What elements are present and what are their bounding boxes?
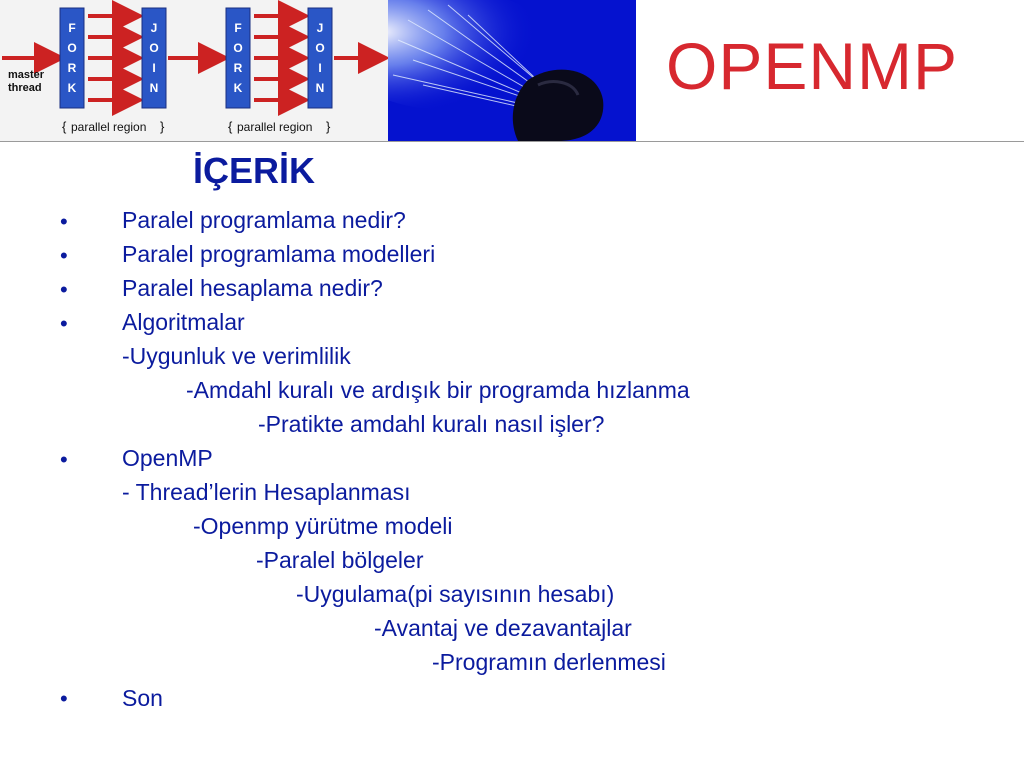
bullet-icon: • bbox=[60, 277, 68, 302]
openmp-logo-panel bbox=[636, 0, 1024, 141]
page-title: İÇERİK bbox=[193, 150, 316, 191]
fiber-optic-hand-image bbox=[388, 0, 636, 141]
list-item: Paralel programlama nedir? bbox=[122, 207, 406, 233]
fork2-letter-0: F bbox=[234, 21, 242, 35]
join1-letter-1: O bbox=[149, 41, 159, 55]
join2-letter-2: I bbox=[318, 61, 322, 75]
fork1-letter-3: K bbox=[67, 81, 77, 95]
join2-letter-0: J bbox=[316, 21, 324, 35]
fork2-letter-3: K bbox=[233, 81, 243, 95]
list-item: Paralel hesaplama nedir? bbox=[122, 275, 383, 301]
join1-letter-2: I bbox=[152, 61, 156, 75]
region-brace-close: } bbox=[326, 119, 331, 134]
sub-item: -Uygulama(pi sayısının hesabı) bbox=[296, 581, 615, 607]
parallel-region-label-1: parallel region bbox=[71, 120, 147, 134]
sub-item: -Amdahl kuralı ve ardışık bir programda hızlanma bbox=[186, 377, 690, 403]
bullet-icon: • bbox=[60, 447, 68, 472]
list-item: Son bbox=[122, 685, 163, 711]
region-brace-open: { bbox=[228, 119, 233, 134]
join2-letter-3: N bbox=[315, 81, 325, 95]
fiber-optic-illustration bbox=[388, 0, 636, 141]
list-item: Paralel programlama modelleri bbox=[122, 241, 436, 267]
bullet-icon: • bbox=[60, 243, 68, 268]
join1-letter-3: N bbox=[149, 81, 159, 95]
bullet-icon: • bbox=[60, 209, 68, 234]
sub-item: -Avantaj ve dezavantajlar bbox=[374, 615, 632, 641]
master-label-line2: thread bbox=[8, 82, 42, 94]
parallel-region-label-2: parallel region bbox=[237, 120, 313, 134]
sub-item: -Openmp yürütme modeli bbox=[193, 513, 453, 539]
fork1-letter-2: R bbox=[67, 61, 77, 75]
fork-join-diagram-svg bbox=[0, 0, 388, 141]
fork2-letter-1: O bbox=[233, 41, 243, 55]
region-brace-close: } bbox=[160, 119, 165, 134]
fork2-letter-2: R bbox=[233, 61, 243, 75]
bullet-icon: • bbox=[60, 686, 68, 711]
sub-item: -Programın derlenmesi bbox=[432, 649, 666, 675]
join2-letter-1: O bbox=[315, 41, 325, 55]
region-brace-open: { bbox=[62, 119, 67, 134]
sub-item: -Paralel bölgeler bbox=[256, 547, 424, 573]
fork1-letter-1: O bbox=[67, 41, 77, 55]
sub-item: -Pratikte amdahl kuralı nasıl işler? bbox=[258, 411, 605, 437]
master-label-line1: master bbox=[8, 69, 45, 81]
list-item: Algoritmalar bbox=[122, 309, 245, 335]
join1-letter-0: J bbox=[150, 21, 158, 35]
header-banner bbox=[0, 0, 1024, 142]
sub-item: -Uygunluk ve verimlilik bbox=[122, 343, 351, 369]
list-item: OpenMP bbox=[122, 445, 213, 471]
sub-item: - Thread’lerin Hesaplanması bbox=[122, 479, 411, 505]
openmp-logo: OPENMP bbox=[666, 29, 959, 103]
fork1-letter-0: F bbox=[68, 21, 76, 35]
fork-join-diagram bbox=[0, 0, 389, 141]
bullet-icon: • bbox=[60, 311, 68, 336]
